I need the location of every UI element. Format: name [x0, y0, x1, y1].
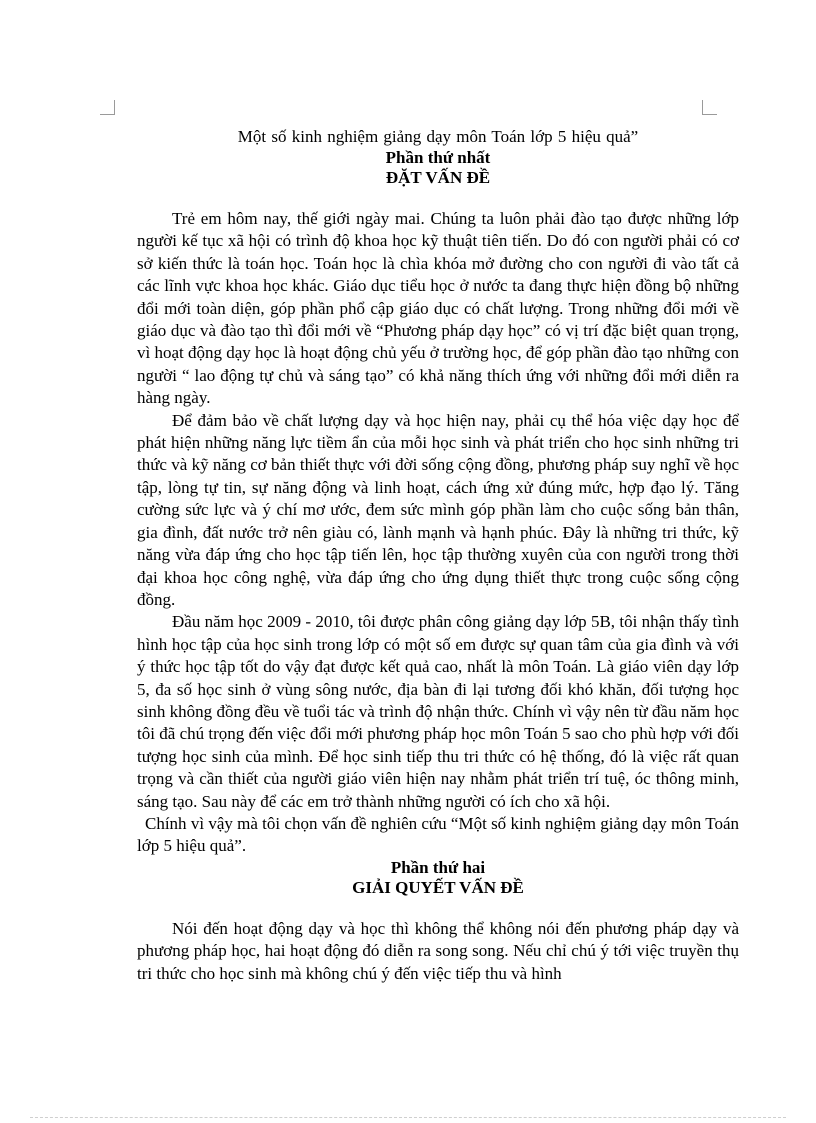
part2-paragraph-1: Nói đến hoạt động dạy và học thì không thể không nói đến phương pháp dạy và phương pháp học, hai hoạt động đó diễn ra song song. Nếu chỉ chú ý tới việc truyền thụ tri thức cho học sinh mà không chú ý đến việc tiếp thu và hình — [137, 918, 739, 983]
part2-heading: GIẢI QUYẾT VẤN ĐỀ — [352, 877, 524, 897]
part1-paragraph-1: Trẻ em hôm nay, thế giới ngày mai. Chúng ta luôn phải đào tạo được những lớp người kế tục xã hội có trình độ khoa học kỹ thuật tiên tiến. Do đó con người phải có cơ sở kiến thức là toán học. Toán học là chìa khóa mở đường cho con người đi vào tất cả các lĩnh vực khoa học khác. Giáo dục tiểu học ở nước ta đang thực hiện đồng bộ những đổi mới toàn diện, góp phần phổ cập giáo dục có chất lượng. Trong những đổi mới về giáo dục và đào tạo thì đổi mới về “Phương pháp dạy học” có vị trí đặc biệt quan trọng, vì hoạt động dạy học là hoạt động chủ yếu ở trường học, để góp phần đào tạo những con người “ lao động tự chủ và sáng tạo” có khả năng thích ứng với những đổi mới diễn ra hàng ngày. — [137, 209, 739, 408]
part1-paragraph-3: Đầu năm học 2009 - 2010, tôi được phân công giảng dạy lớp 5B, tôi nhận thấy tình hình học tập của học sinh trong lớp có một số em được sự quan tâm của gia đình và với ý thức học tập tốt do vậy đạt được kết quả cao, nhất là môn Toán. Là giáo viên dạy lớp 5, đa số học sinh ở vùng sông nước, địa bàn đi lại tương đối khó khăn, đối tượng học sinh không đồng đều về tuổi tác và trình độ nhận thức. Chính vì vậy nên từ đầu năm học tôi đã chú trọng đến việc đổi mới phương pháp học môn Toán 5 sao cho phù hợp với đối tượng học sinh của mình. Để học sinh tiếp thu tri thức có hệ thống, đó là việc rất quan trọng và cần thiết của người giáo viên hiện nay nhằm phát triển trí tuệ, óc thông minh, sáng tạo. Sau này để các em trở thành những người có ích cho xã hội. — [137, 612, 739, 811]
part1-paragraph-2: Để đảm bảo về chất lượng dạy và học hiện nay, phải cụ thể hóa việc dạy học để phát hiện những năng lực tiềm ẩn của mỗi học sinh và phát triển cho học sinh những tri thức và kỹ năng cơ bản thiết thực với đời sống cộng đồng, phương pháp suy nghĩ về học tập, lòng tự tin, sự năng động và linh hoạt, cách ứng xử đúng mức, hợp đạo lý. Tăng cường sức lực và ý chí mơ ước, đem sức mình góp phần làm cho cuộc sống bản thân, gia đình, đất nước trở nên giàu có, lành mạnh và hạnh phúc. Đây là những tri thức, kỹ năng vừa đáp ứng cho học tập tiến lên, học tập thường xuyên của con người trong thời đại khoa học công nghệ, vừa đáp ứng cho ứng dụng thiết thực trong cuộc sống cộng đồng. — [137, 410, 739, 609]
document-body — [137, 126, 739, 985]
part1-label: Phần thứ nhất — [385, 148, 491, 167]
document-title: Một số kinh nghiệm giảng dạy môn Toán lớp 5 hiệu quả” — [237, 127, 639, 146]
part1-heading: ĐẶT VẤN ĐỀ — [385, 168, 491, 187]
crop-mark-top-right — [702, 100, 717, 115]
part2-label: Phần thứ hai — [390, 857, 486, 877]
part1-paragraph-4: Chính vì vậy mà tôi chọn vấn đề nghiên cứu “Một số kinh nghiệm giảng dạy môn Toán lớp 5 hiệu quả”. — [137, 813, 739, 856]
page-bottom-rule — [30, 1117, 786, 1118]
crop-mark-top-left — [100, 100, 115, 115]
